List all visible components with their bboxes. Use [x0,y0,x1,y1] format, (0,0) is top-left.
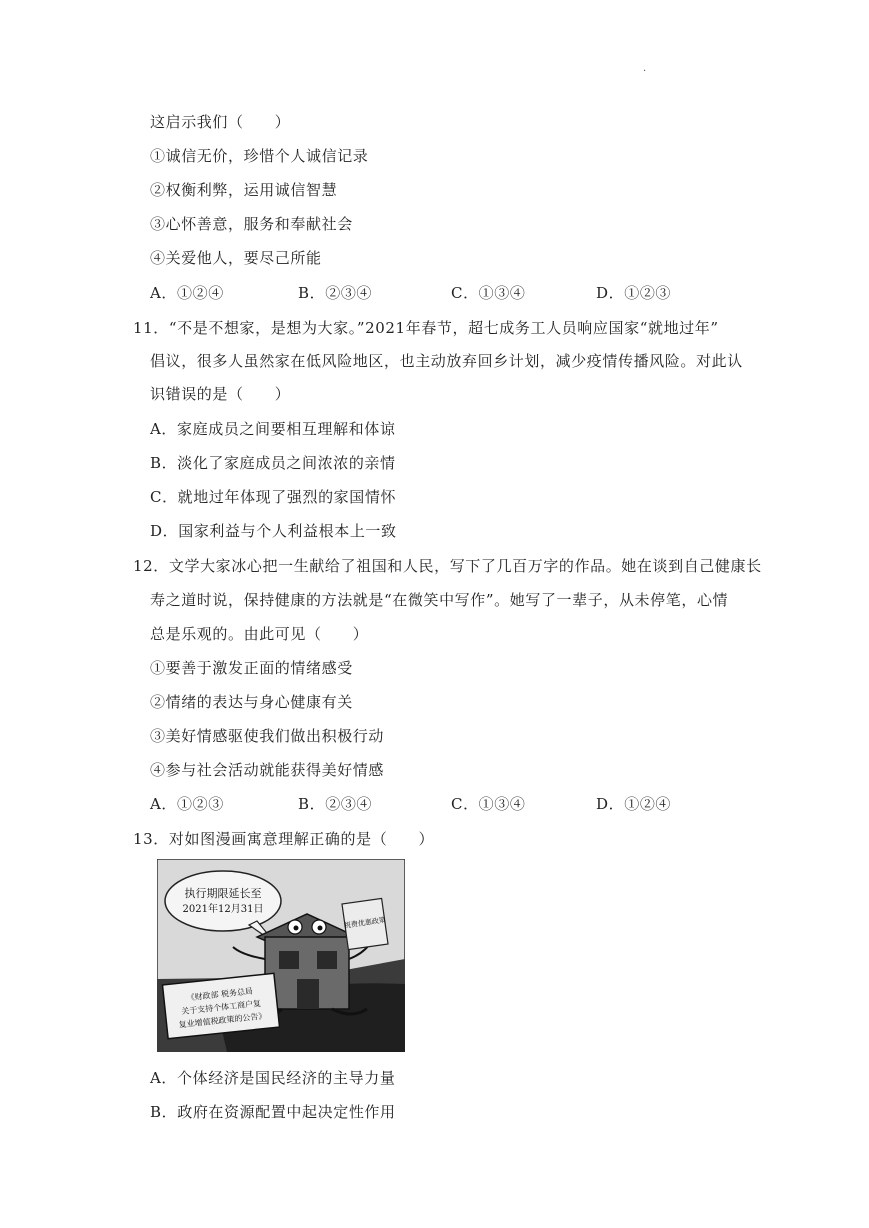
q10-statement-3: ③心怀善意，服务和奉献社会 [150,215,353,233]
cartoon-bubble-line-2: 2021年12月31日 [182,904,264,915]
q11-stem-line-3: 识错误的是（ ） [150,385,291,403]
q11-stem-line-1: 11．“不是不想家，是想为大家。”2021年春节，超七成务工人员响应国家“就地过年” [133,319,719,337]
q10-statement-4: ④关爱他人，要尽己所能 [150,249,322,267]
q12-stem-line-1: 12．文学大家冰心把一生献给了祖国和人民，写下了几百万字的作品。她在谈到自己健康长 [133,557,762,575]
q12-statement-1: ①要善于激发正面的情绪感受 [150,659,353,677]
q13-cartoon-figure [157,859,405,1052]
q10-option-d: D．①②③ [596,284,672,302]
q12-option-b: B．②③④ [298,795,373,813]
cartoon-sign-line-2: 关于支持个体工商户复 [180,998,262,1017]
q10-statement-2: ②权衡利弊，运用诚信智慧 [150,181,338,199]
q11-option-c: C．就地过年体现了强烈的家国情怀 [150,488,397,506]
q13-option-a: A．个体经济是国民经济的主导力量 [150,1069,396,1087]
q12-statement-3: ③美好情感驱使我们做出积极行动 [150,727,385,745]
cartoon-sign-line-3: 复业增值税政策的公告》 [178,1011,267,1030]
q13-option-b: B．政府在资源配置中起决定性作用 [150,1103,396,1121]
q12-option-c: C．①③④ [451,795,526,813]
cartoon-card-text: 税费优惠政策 [343,916,387,930]
cartoon-sign-line-1: 《财政部 税务总局 [186,986,254,1003]
cartoon-bubble-line-1: 执行期限延长至 [184,887,262,900]
q10-option-c: C．①③④ [451,284,526,302]
q12-statement-4: ④参与社会活动就能获得美好情感 [150,761,385,779]
q11-option-b: B．淡化了家庭成员之间浓浓的亲情 [150,454,396,472]
q12-stem-line-3: 总是乐观的。由此可见（ ） [150,625,369,643]
q10-option-b: B．②③④ [298,284,373,302]
header-dot: · [643,66,647,77]
q11-stem-line-2: 倡议，很多人虽然家在低风险地区，也主动放弃回乡计划，减少疫情传播风险。对此认 [150,352,743,370]
q12-statement-2: ②情绪的表达与身心健康有关 [150,693,353,711]
q13-stem: 13．对如图漫画寓意理解正确的是（ ） [133,830,435,848]
q11-option-d: D．国家利益与个人利益根本上一致 [150,522,397,540]
q11-option-a: A．家庭成员之间要相互理解和体谅 [150,420,396,438]
q10-stem: 这启示我们（ ） [150,113,291,131]
q10-statement-1: ①诚信无价，珍惜个人诚信记录 [150,147,369,165]
q12-option-a: A．①②③ [150,795,224,813]
q10-option-a: A．①②④ [150,284,224,302]
q12-stem-line-2: 寿之道时说，保持健康的方法就是“在微笑中写作”。她写了一辈子，从未停笔，心情 [150,591,729,609]
q12-option-d: D．①②④ [596,795,672,813]
